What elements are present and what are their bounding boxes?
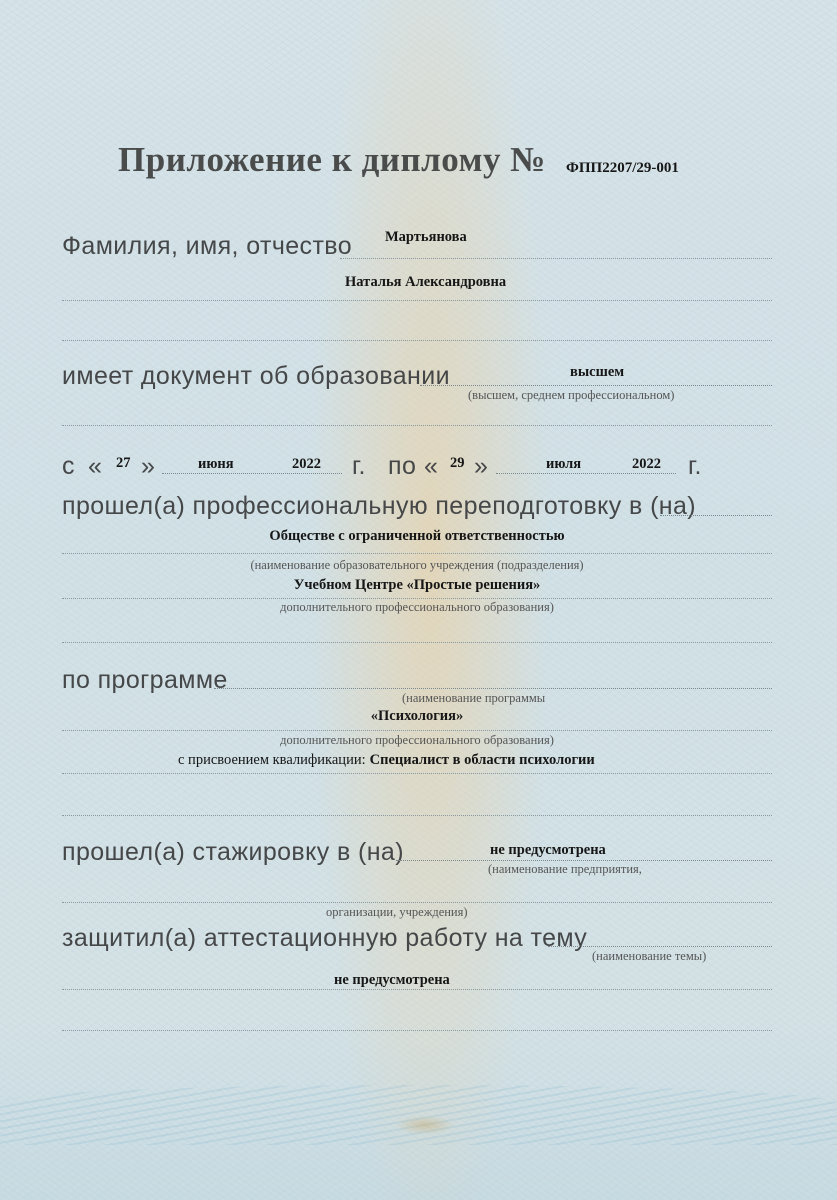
date-from-day: 27 (116, 455, 131, 471)
education-hint: (высшем, среднем профессиональном) (468, 388, 675, 402)
fio-line-3 (62, 340, 772, 341)
thesis-line-1 (62, 989, 772, 990)
program-value: «Психология» (370, 708, 464, 724)
surname-value: Мартьянова (385, 229, 467, 245)
fio-line-2 (62, 300, 772, 301)
document-title: Приложение к диплому № (118, 140, 546, 179)
decorative-emblem (395, 1115, 455, 1135)
retraining-line-1 (62, 553, 772, 554)
education-line-2 (62, 425, 772, 426)
thesis-line-2 (62, 1030, 772, 1031)
retraining-dots (660, 515, 772, 516)
program-hint-2: дополнительного профессионального образования) (280, 733, 554, 747)
thesis-value: не предусмотрена (334, 972, 450, 988)
date-to-month-dots (496, 473, 676, 474)
program-dots (214, 688, 772, 689)
retraining-org-line-1: Обществе с ограниченной ответственностью (269, 528, 565, 544)
retraining-org-line-2: Учебном Центре «Простые решения» (293, 577, 541, 593)
education-value: высшем (570, 364, 625, 380)
qualification-value: Специалист в области психологии (369, 752, 595, 768)
date-to-close-quote: » (474, 452, 489, 480)
qualification-prefix: с присвоением квалификации: (178, 752, 366, 768)
date-from-year-suffix: г. (352, 452, 366, 480)
date-from-year: 2022 (292, 456, 321, 472)
retraining-line-3 (62, 642, 772, 643)
retraining-label: прошел(а) профессиональную переподготовку в (на) (62, 492, 697, 520)
date-to-open-quote: « (424, 452, 439, 480)
thesis-label: защитил(а) аттестационную работу на тему (62, 924, 588, 952)
internship-label: прошел(а) стажировку в (на) (62, 838, 404, 866)
fio-label: Фамилия, имя, отчество (62, 232, 353, 260)
program-line-2 (62, 773, 772, 774)
date-from-close-quote: » (141, 452, 156, 480)
diploma-number: ФПП2207/29-001 (566, 160, 679, 176)
date-from-prefix: с (62, 452, 75, 480)
program-line-1 (62, 730, 772, 731)
date-to-day: 29 (450, 455, 465, 471)
internship-hint-1: (наименование предприятия, (488, 862, 642, 876)
fio-line-1 (340, 258, 772, 259)
thesis-dots (548, 946, 772, 947)
internship-line-2 (62, 902, 772, 903)
internship-hint-2: организации, учреждения) (326, 905, 468, 919)
program-label: по программе (62, 666, 228, 694)
date-to-year: 2022 (632, 456, 661, 472)
retraining-hint-1: (наименование образовательного учреждения (подразделения) (250, 558, 584, 572)
education-label: имеет документ об образовании (62, 362, 450, 390)
thesis-hint: (наименование темы) (592, 949, 707, 963)
retraining-line-2 (62, 598, 772, 599)
internship-value: не предусмотрена (490, 842, 606, 858)
date-to-prefix: по (388, 452, 417, 480)
program-line-3 (62, 815, 772, 816)
education-dots (420, 385, 772, 386)
date-from-month-dots (162, 473, 342, 474)
internship-dots (396, 860, 772, 861)
date-to-year-suffix: г. (688, 452, 702, 480)
date-to-month: июля (546, 456, 582, 472)
name-value: Наталья Александровна (345, 274, 507, 290)
date-from-month: июня (198, 456, 234, 472)
retraining-hint-2: дополнительного профессионального образования) (280, 600, 554, 614)
qualification-row (178, 751, 595, 769)
program-hint-1: (наименование программы (402, 691, 546, 705)
date-from-open-quote: « (88, 452, 103, 480)
